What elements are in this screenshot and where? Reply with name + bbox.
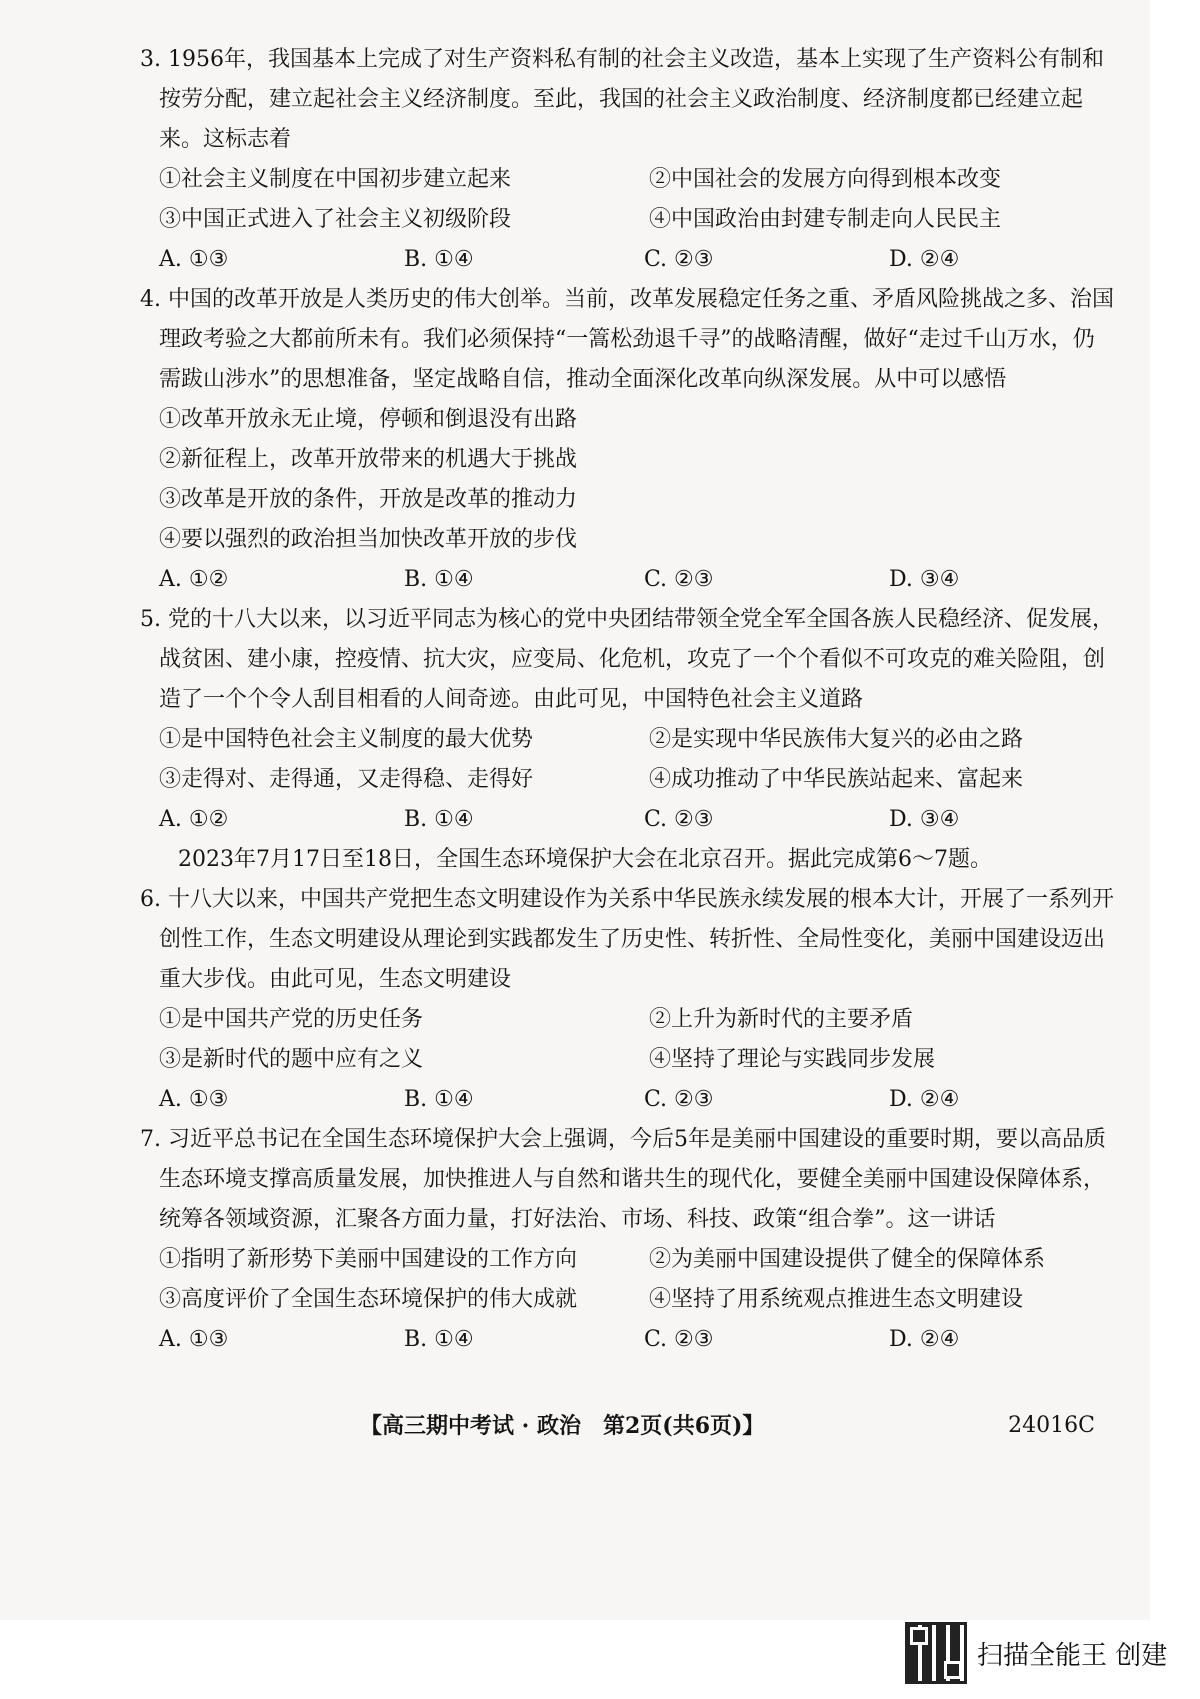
- choice-d: D. ②④: [889, 247, 960, 272]
- option-item: ③改革是开放的条件，开放是改革的推动力: [159, 487, 578, 512]
- choice-b: B. ①④: [404, 1327, 474, 1352]
- option-item: ④坚持了用系统观点推进生态文明建设: [649, 1287, 1024, 1312]
- option-item: ②中国社会的发展方向得到根本改变: [649, 167, 1002, 192]
- choice-b: B. ①④: [404, 247, 474, 272]
- option-item: ③中国正式进入了社会主义初级阶段: [159, 207, 512, 232]
- choice-a: A. ①③: [159, 1087, 229, 1112]
- section-intro: 2023年7月17日至18日，全国生态环境保护大会在北京召开。据此完成第6～7题。: [178, 847, 992, 872]
- choice-a: A. ①②: [159, 567, 229, 592]
- watermark-text: 扫描全能王 创建: [977, 1640, 1168, 1671]
- choice-c: C. ②③: [644, 567, 714, 592]
- choice-c: C. ②③: [644, 1327, 714, 1352]
- choice-d: D. ③④: [889, 567, 960, 592]
- option-item: ④中国政治由封建专制走向人民民主: [649, 207, 1002, 232]
- option-item: ①改革开放永无止境，停顿和倒退没有出路: [159, 407, 578, 432]
- exam-content: [140, 40, 1115, 1360]
- question-4: [140, 280, 1115, 600]
- choice-d: D. ②④: [889, 1087, 960, 1112]
- choice-c: C. ②③: [644, 247, 714, 272]
- question-7: [140, 1120, 1115, 1360]
- option-list: [140, 160, 1115, 240]
- question-stem: 7. 习近平总书记在全国生态环境保护大会上强调，今后5年是美丽中国建设的重要时期，要以高品质生态环境支撑高质量发展，加快推进人与自然和谐共生的现代化，要健全美丽中国建设保障体系，统筹各领域资源，汇聚各方面力量，打好法治、市场、科技、政策“组合拳”。这一讲话: [140, 1127, 1106, 1232]
- option-item: ③高度评价了全国生态环境保护的伟大成就: [159, 1287, 578, 1312]
- choice-b: B. ①④: [404, 1087, 474, 1112]
- page-footer: [140, 1406, 1115, 1446]
- option-item: ③走得对、走得通，又走得稳、走得好: [159, 767, 534, 792]
- choice-b: B. ①④: [404, 807, 474, 832]
- exam-code: 24016C: [1008, 1413, 1095, 1438]
- option-item: ①社会主义制度在中国初步建立起来: [159, 167, 512, 192]
- choice-a: A. ①③: [159, 1327, 229, 1352]
- answer-choices: [140, 800, 1115, 840]
- question-5: [140, 600, 1115, 840]
- answer-choices: [140, 240, 1115, 280]
- question-stem: 6. 十八大以来，中国共产党把生态文明建设作为关系中华民族永续发展的根本大计，开展了一系列开创性工作，生态文明建设从理论到实践都发生了历史性、转折性、全局性变化，美丽中国建设迈出重大步伐。由此可见，生态文明建设: [140, 887, 1114, 992]
- choice-c: C. ②③: [644, 807, 714, 832]
- option-item: ①是中国共产党的历史任务: [159, 1007, 424, 1032]
- option-list: [140, 1240, 1115, 1320]
- choice-c: C. ②③: [644, 1087, 714, 1112]
- choice-d: D. ②④: [889, 1327, 960, 1352]
- question-stem: 4. 中国的改革开放是人类历史的伟大创举。当前，改革发展稳定任务之重、矛盾风险挑战之多、治国理政考验之大都前所未有。我们必须保持“一篙松劲退千寻”的战略清醒，做好“走过千山万水，仍需跋山涉水”的思想准备，坚定战略自信，推动全面深化改革向纵深发展。从中可以感悟: [140, 287, 1114, 392]
- choice-b: B. ①④: [404, 567, 474, 592]
- question-6: [140, 880, 1115, 1120]
- option-item: ②是实现中华民族伟大复兴的必由之路: [649, 727, 1024, 752]
- option-item: ④成功推动了中华民族站起来、富起来: [649, 767, 1024, 792]
- choice-a: A. ①②: [159, 807, 229, 832]
- footer-title: 【高三期中考试 · 政治 第2页(共6页)】: [360, 1413, 765, 1439]
- choice-d: D. ③④: [889, 807, 960, 832]
- option-list: [140, 1000, 1115, 1080]
- question-3: [140, 40, 1115, 280]
- option-item: ②上升为新时代的主要矛盾: [649, 1007, 914, 1032]
- answer-choices: [140, 1320, 1115, 1360]
- option-list: [140, 720, 1115, 800]
- answer-choices: [140, 1080, 1115, 1120]
- option-item: ④坚持了理论与实践同步发展: [649, 1047, 936, 1072]
- answer-choices: [140, 560, 1115, 600]
- option-item: ①指明了新形势下美丽中国建设的工作方向: [159, 1247, 578, 1272]
- option-item: ④要以强烈的政治担当加快改革开放的步伐: [159, 527, 578, 552]
- option-item: ③是新时代的题中应有之义: [159, 1047, 424, 1072]
- scanner-watermark: [905, 1618, 1167, 1688]
- option-item: ①是中国特色社会主义制度的最大优势: [159, 727, 534, 752]
- option-item: ②为美丽中国建设提供了健全的保障体系: [649, 1247, 1046, 1272]
- question-stem: 3. 1956年，我国基本上完成了对生产资料私有制的社会主义改造，基本上实现了生产资料公有制和按劳分配，建立起社会主义经济制度。至此，我国的社会主义政治制度、经济制度都已经建立起来。这标志着: [140, 47, 1104, 152]
- choice-a: A. ①③: [159, 247, 229, 272]
- option-item: ②新征程上，改革开放带来的机遇大于挑战: [159, 447, 578, 472]
- question-stem: 5. 党的十八大以来，以习近平同志为核心的党中央团结带领全党全军全国各族人民稳经济、促发展，战贫困、建小康，控疫情、抗大灾，应变局、化危机，攻克了一个个看似不可攻克的难关险阻，创造了一个个令人刮目相看的人间奇迹。由此可见，中国特色社会主义道路: [140, 607, 1114, 712]
- qr-code-icon: [905, 1622, 967, 1684]
